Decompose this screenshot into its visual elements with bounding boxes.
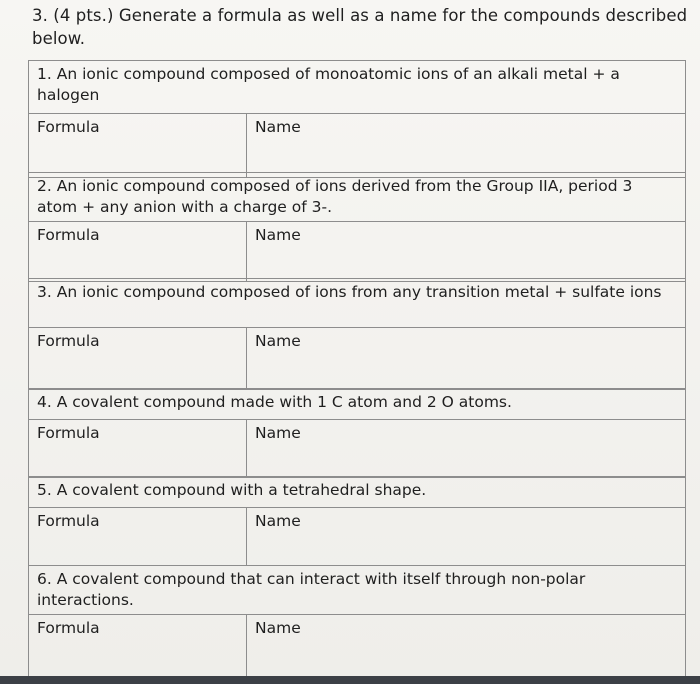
item-4-formula-field[interactable] (29, 420, 247, 477)
item-4-name-field[interactable] (247, 420, 685, 477)
item-5-name-field[interactable] (247, 508, 685, 565)
item-3-formula-label: Formula (37, 332, 100, 350)
item-5-name-label: Name (255, 512, 301, 530)
item-5-answer-row (29, 508, 685, 566)
item-4-prompt: 4. A covalent compound made with 1 C atom and 2 O atoms. (29, 388, 685, 420)
item-2-answer-row (29, 222, 685, 282)
item-2-name-field[interactable] (247, 222, 685, 281)
item-4-answer-row (29, 420, 685, 478)
item-4-name-label: Name (255, 424, 301, 442)
item-6-name-field[interactable] (247, 615, 685, 676)
item-2-name-label: Name (255, 226, 301, 244)
item-2-formula-field[interactable] (29, 222, 247, 281)
item-6-formula-field[interactable] (29, 615, 247, 676)
item-4-formula-label: Formula (37, 424, 100, 442)
item-6-formula-label: Formula (37, 619, 100, 637)
item-5-prompt: 5. A covalent compound with a tetrahedral shape. (29, 476, 685, 508)
item-1-prompt: 1. An ionic compound composed of monoatomic ions of an alkali metal + a halogen (29, 60, 685, 114)
item-3-name-field[interactable] (247, 328, 685, 389)
item-6-prompt: 6. A covalent compound that can interact with itself through non-polar interactions. (29, 565, 685, 615)
item-3-answer-row (29, 328, 685, 390)
item-6-name-label: Name (255, 619, 301, 637)
item-3-formula-field[interactable] (29, 328, 247, 389)
question-title: 3. (4 pts.) Generate a formula as well as a name for the compounds described below. (32, 6, 688, 48)
item-3-name-label: Name (255, 332, 301, 350)
page-bottom-edge (0, 676, 700, 684)
item-1-answer-row (29, 114, 685, 178)
item-2-formula-label: Formula (37, 226, 100, 244)
item-5-formula-label: Formula (37, 512, 100, 530)
item-2-prompt: 2. An ionic compound composed of ions derived from the Group IIA, period 3 atom + any anion with a charge of 3-. (29, 172, 685, 222)
item-5-formula-field[interactable] (29, 508, 247, 565)
item-1-name-label: Name (255, 118, 301, 136)
item-1-formula-label: Formula (37, 118, 100, 136)
item-3-prompt: 3. An ionic compound composed of ions from any transition metal + sulfate ions (29, 278, 685, 328)
item-1-name-field[interactable] (247, 114, 685, 177)
item-6-answer-row (29, 615, 685, 676)
answer-table (28, 60, 686, 676)
item-1-formula-field[interactable] (29, 114, 247, 177)
